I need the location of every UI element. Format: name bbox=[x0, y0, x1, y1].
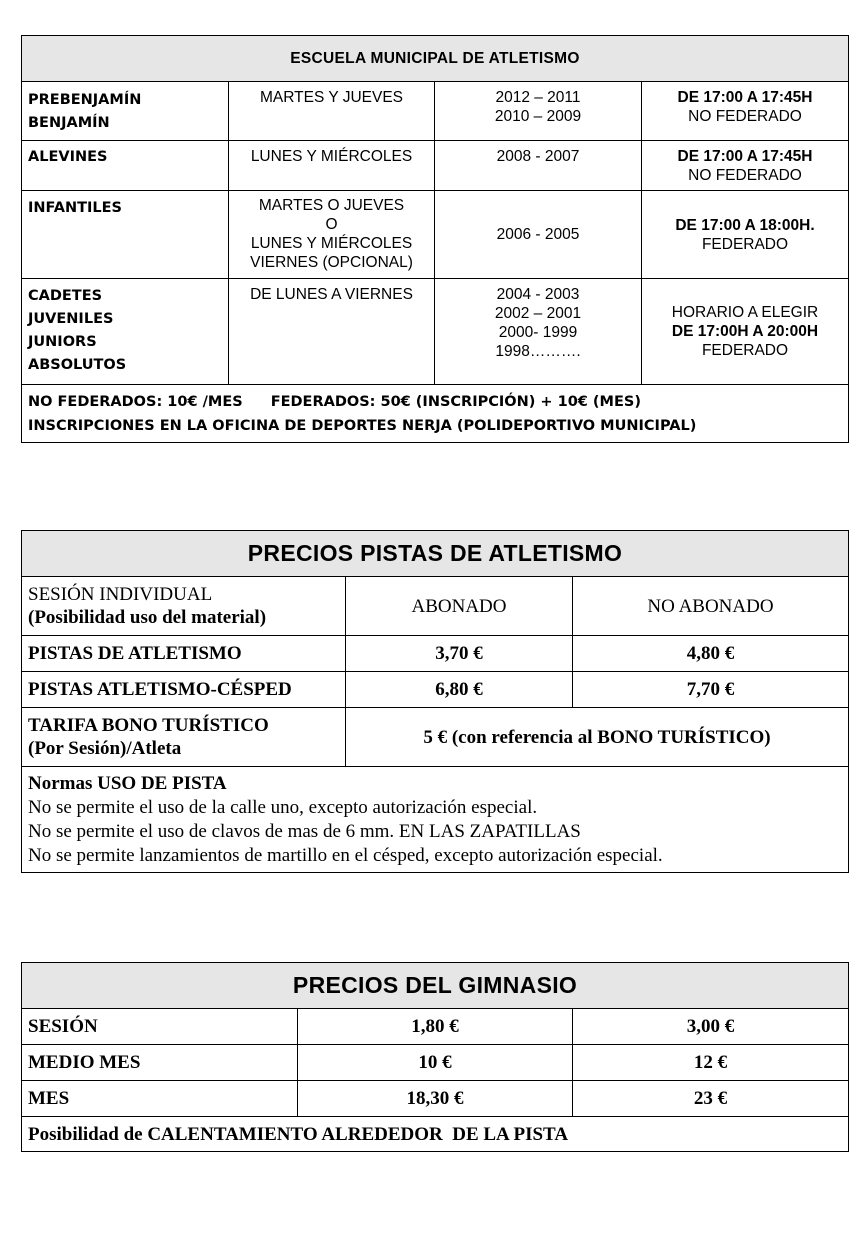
years: 2012 – 2011 bbox=[495, 89, 581, 106]
gym-footer bbox=[22, 1117, 849, 1152]
category: CADETES bbox=[28, 288, 103, 304]
row-label: MES bbox=[22, 1081, 298, 1117]
session-label: SESIÓN INDIVIDUAL bbox=[28, 584, 213, 605]
category: JUNIORS bbox=[28, 334, 97, 350]
schedule: DE 17:00 A 17:45H bbox=[677, 89, 813, 106]
column-header-no-abonado: NO ABONADO bbox=[573, 577, 849, 636]
table-row bbox=[22, 82, 849, 141]
price-abonado: 6,80 € bbox=[346, 672, 573, 708]
gym-title: PRECIOS DEL GIMNASIO bbox=[22, 963, 849, 1009]
days: LUNES Y MIÉRCOLES bbox=[250, 235, 413, 252]
row-label: PISTAS ATLETISMO-CÉSPED bbox=[22, 672, 346, 708]
price-abonado: 3,70 € bbox=[346, 636, 573, 672]
years: 1998………. bbox=[495, 343, 581, 360]
tourist-label: TARIFA BONO TURÍSTICO bbox=[28, 715, 269, 736]
years: 2000- 1999 bbox=[498, 324, 578, 341]
schedule: DE 17:00 A 17:45H bbox=[677, 148, 813, 165]
norm-line: No se permite lanzamientos de martillo en el césped, excepto autorización especial. bbox=[28, 845, 663, 866]
table-row bbox=[22, 1045, 849, 1081]
session-sublabel: (Posibilidad uso del material) bbox=[28, 607, 267, 628]
years: 2006 - 2005 bbox=[496, 226, 580, 243]
price-col1: 18,30 € bbox=[298, 1081, 573, 1117]
schedule-note: HORARIO A ELEGIR bbox=[671, 304, 819, 321]
track-prices-table bbox=[21, 530, 849, 873]
warmup-note: Posibilidad de CALENTAMIENTO ALREDEDOR DE LA PISTA bbox=[22, 1117, 849, 1152]
table-header-row bbox=[22, 577, 849, 636]
years: 2004 - 2003 bbox=[496, 286, 580, 303]
norms-title: Normas USO DE PISTA bbox=[28, 773, 227, 794]
years: 2008 - 2007 bbox=[496, 148, 580, 165]
category: INFANTILES bbox=[28, 200, 123, 216]
price-col2: 3,00 € bbox=[573, 1009, 849, 1045]
federation-status: NO FEDERADO bbox=[688, 108, 802, 125]
fees-footer bbox=[22, 385, 849, 443]
table-row bbox=[22, 672, 849, 708]
school-schedule-table bbox=[21, 35, 849, 443]
table-row bbox=[22, 191, 849, 279]
tracks-title: PRECIOS PISTAS DE ATLETISMO bbox=[22, 531, 849, 577]
price-no-abonado: 4,80 € bbox=[573, 636, 849, 672]
table-row bbox=[22, 708, 849, 767]
days: LUNES Y MIÉRCOLES bbox=[250, 148, 413, 165]
federation-status: FEDERADO bbox=[701, 235, 789, 253]
days: DE LUNES A VIERNES bbox=[250, 286, 413, 303]
schedule: DE 17:00H A 20:00H bbox=[671, 323, 819, 340]
price-col2: 12 € bbox=[573, 1045, 849, 1081]
years: 2010 – 2009 bbox=[494, 108, 582, 125]
table-row bbox=[22, 279, 849, 385]
days: MARTES O JUEVES bbox=[258, 197, 405, 214]
column-header-abonado: ABONADO bbox=[346, 577, 573, 636]
row-label: MEDIO MES bbox=[22, 1045, 298, 1081]
table-row bbox=[22, 141, 849, 191]
fee-no-federated: NO FEDERADOS: 10€ /MES bbox=[28, 394, 243, 410]
price-col1: 1,80 € bbox=[298, 1009, 573, 1045]
track-norms bbox=[22, 767, 849, 873]
gym-prices-table bbox=[21, 962, 849, 1152]
days: MARTES Y JUEVES bbox=[260, 89, 403, 106]
price-no-abonado: 7,70 € bbox=[573, 672, 849, 708]
category: PREBENJAMÍN bbox=[28, 92, 142, 108]
row-label: SESIÓN bbox=[22, 1009, 298, 1045]
table-row bbox=[22, 636, 849, 672]
row-label: PISTAS DE ATLETISMO bbox=[22, 636, 346, 672]
price-col1: 10 € bbox=[298, 1045, 573, 1081]
norm-line: No se permite el uso de la calle uno, excepto autorización especial. bbox=[28, 797, 538, 818]
federation-status: FEDERADO bbox=[701, 342, 789, 359]
schedule: DE 17:00 A 18:00H. bbox=[675, 216, 815, 234]
price-col2: 23 € bbox=[573, 1081, 849, 1117]
registration-note: INSCRIPCIONES EN LA OFICINA DE DEPORTES NERJA (POLIDEPORTIVO MUNICIPAL) bbox=[28, 418, 697, 434]
category: BENJAMÍN bbox=[28, 115, 110, 131]
days: VIERNES (OPCIONAL) bbox=[250, 254, 413, 271]
federation-status: NO FEDERADO bbox=[688, 167, 802, 184]
tourist-sublabel: (Por Sesión)/Atleta bbox=[28, 738, 182, 759]
category: ALEVINES bbox=[28, 149, 108, 165]
table-row bbox=[22, 1081, 849, 1117]
years: 2002 – 2001 bbox=[494, 305, 582, 322]
days: O bbox=[325, 216, 338, 233]
category: JUVENILES bbox=[28, 311, 114, 327]
fee-federated: FEDERADOS: 50€ (INSCRIPCIÓN) + 10€ (MES) bbox=[270, 394, 641, 410]
tourist-price: 5 € (con referencia al BONO TURÍSTICO) bbox=[346, 708, 849, 767]
category: ABSOLUTOS bbox=[28, 357, 127, 373]
school-title: ESCUELA MUNICIPAL DE ATLETISMO bbox=[22, 36, 849, 82]
table-row bbox=[22, 1009, 849, 1045]
norm-line: No se permite el uso de clavos de mas de 6 mm. EN LAS ZAPATILLAS bbox=[28, 821, 581, 842]
